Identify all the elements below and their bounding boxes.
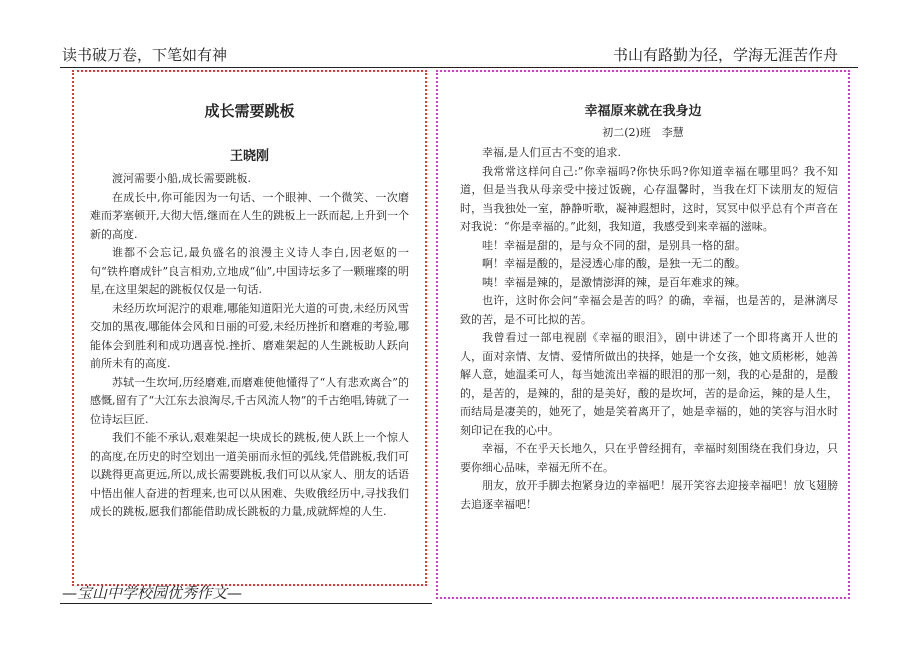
footer-divider [60,603,432,604]
paragraph: 我曾看过一部电视剧《幸福的眼泪》，剧中讲述了一个即将离开人世的人，面对亲情、友情、爱情所做出的抉择，她是一个女孩，她文质彬彬，她善解人意，她温柔可人，每当她流出幸福的眼泪的那一刻，我的心是甜的，是酸的，是苦的，是辣的，甜的是美好，酸的是坎坷，苦的是命运，辣的是人生，而结局是凄美的，她死了，她是笑着离开了，她是幸福的，她的笑容与泪水时刻印记在我的心中。 [460,331,838,437]
left-article-panel [72,70,427,586]
paragraph: 咦！幸福是辣的，是激情澎湃的辣，是百年难求的辣。 [482,275,746,289]
paragraph: 我常常这样问自己:”你幸福吗?你快乐吗?你知道幸福在哪里吗？我不知道，但是当我从母亲受中接过饭碗，心存温馨时，当我在灯下读朋友的短信时，当我独处一室，静静听歌，凝神遐想时，这时，冥冥中似乎总有个声音在对我说：“你是幸福的。”此刻，我知道，我感受到来幸福的滋味。 [460,164,838,233]
header-left-motto: 读书破万卷，下笔如有神 [62,46,228,64]
paragraph: 啊！幸福是酸的，是浸透心扉的酸，是独一无二的酸。 [482,257,746,270]
paragraph: 我们不能不承认,艰难架起一块成长的跳板,使人跃上一个惊人的高度,在历史的时空划出一道美丽而永恒的弧线,凭借跳板,我们可以跳得更高更远,所以,成长需要跳板,我们可以从家人、朋友的话语中悟出催人奋进的哲理来,也可以从困难、失败俄经历中,寻找我们成长的跳板,愿我们都能借助成长跳板的力量,成就辉煌的人生. [90,431,409,518]
paragraph: 哇！幸福是甜的，是与众不同的甜，是别具一格的甜。 [482,238,746,252]
paragraph: 在成长中,你可能因为一句话、一个眼神、一个微笑、一次磨难而茅塞顿开,大彻大悟,继而在人生的跳板上一跃而起,上升到一个新的高度. [90,190,409,241]
paragraph: 苏轼一生坎坷,历经磨难,而磨难使他懂得了“人有悲欢离合”的感慨,留有了“大江东去浪淘尽,千古风流人物”的千古绝唱,铸就了一位诗坛巨匠. [90,375,409,426]
footer-caption: —宝山中学校园优秀作文— [62,584,243,602]
right-article-panel [436,70,850,599]
left-article-body [90,170,409,522]
paragraph: 也许，这时你会问“幸福会是苦的吗？的确，幸福，也是苦的，是淋漓尽致的苦，是不可比拟的苦。 [460,294,838,326]
paragraph: 未经历坎坷泥泞的艰难,哪能知道阳光大道的可贵,未经历风雪交加的黑夜,哪能体会风和日丽的可爱,未经历挫折和磨难的考验,哪能体会到胜利和成功遇喜悦.挫折、磨难架起的人生跳板助人跃向前所未有的高度. [90,301,409,370]
right-article-title: 幸福原来就在我身边 [584,104,702,119]
paragraph: 幸福,是人们亘古不变的追求. [482,146,621,159]
paragraph: 谁都不会忘记,最负盛名的浪漫主义诗人李白,因老妪的一句“铁杵磨成针”良言相劝,立地成“仙”,中国诗坛多了一颗璀璨的明星,在这里架起的跳板仅仅是一句话. [90,246,409,296]
right-article-body [460,144,838,514]
right-article-byline: 初二(2)班 李慧 [602,126,684,139]
left-article-author: 王晓刚 [229,149,269,164]
left-article-title: 成长需要跳板 [204,102,295,120]
paragraph: 幸福，不在乎天长地久，只在乎曾经拥有，幸福时刻围绕在我们身边，只要你细心品味，幸福无所不在。 [460,442,838,474]
header-right-motto: 书山有路勤为径，学海无涯苦作舟 [612,46,838,64]
paragraph: 渡河需要小船,成长需要跳板. [112,172,251,185]
paragraph: 朋友，放开手脚去抱紧身边的幸福吧！展开笑容去迎接幸福吧！放飞翅膀去追逐幸福吧！ [460,479,838,511]
header-divider [60,67,858,68]
